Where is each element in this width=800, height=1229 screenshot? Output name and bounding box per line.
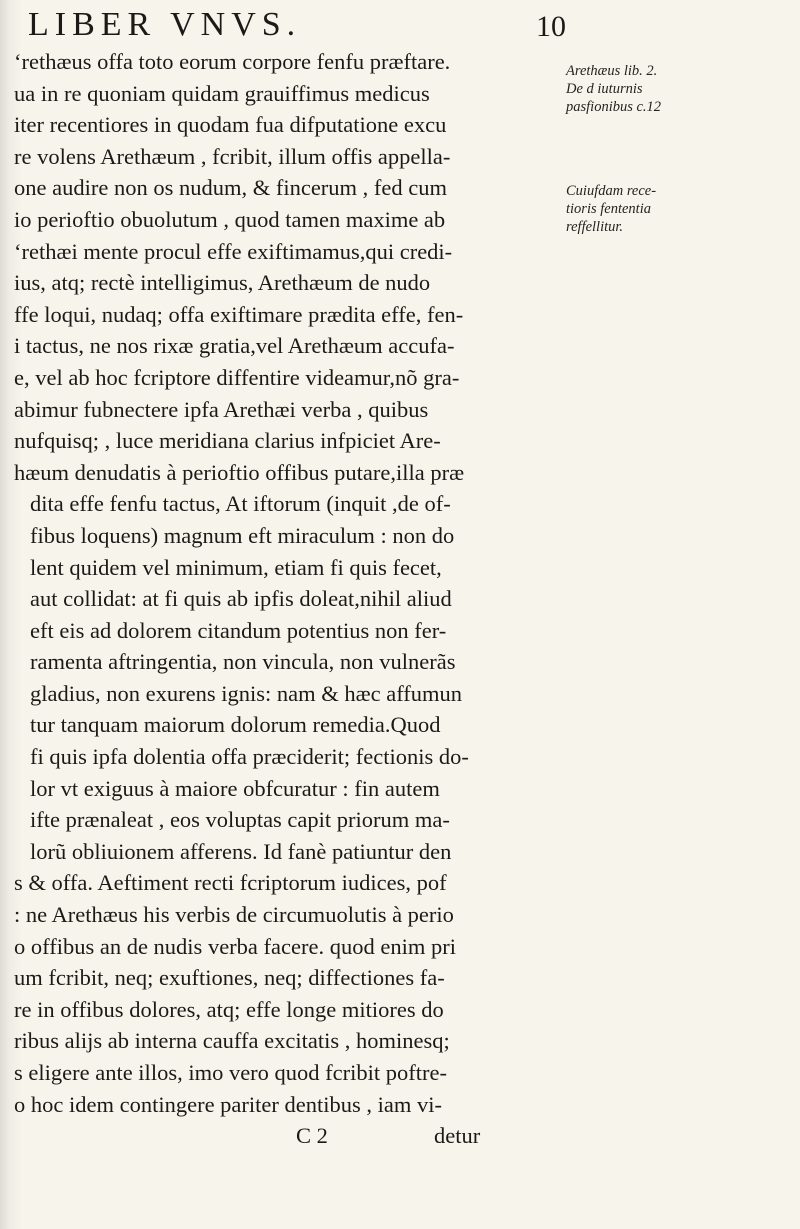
margin-note-line: tioris fententia <box>566 201 651 217</box>
text-line: gladius, non exurens ignis: nam & hæc affumun <box>30 680 463 706</box>
text-line: abimur fubnectere ipfa Arethæi verba , quibus <box>14 396 429 422</box>
margin-note-line: De d iuturnis <box>566 81 643 97</box>
text-line: nufquisq; , luce meridiana clarius infpiciet Are- <box>14 428 441 454</box>
text-line: re in offibus dolores, atq; effe longe mitiores do <box>14 996 444 1022</box>
margin-note-source <box>566 62 661 116</box>
text-line: io perioftio obuolutum , quod tamen maxime ab <box>14 206 446 232</box>
text-line: : ne Arethæus his verbis de circumuolutis à perio <box>14 902 454 928</box>
text-line: ramenta aftringentia, non vincula, non vulnerãs <box>30 649 456 675</box>
text-line: o offibus an de nudis verba facere. quod enim pri <box>14 933 456 959</box>
text-line: fibus loquens) magnum eft miraculum : non do <box>30 522 455 548</box>
body-text <box>14 46 534 1152</box>
text-line: lorũ obliuionem afferens. Id fanè patiuntur den <box>30 838 452 864</box>
text-line: ua in re quoniam quidam grauiffimus medicus <box>14 80 430 106</box>
text-line: eft eis ad dolorem citandum potentius non fer- <box>30 617 447 643</box>
text-line: one audire non os nudum, & fincerum , fed cum <box>14 175 448 201</box>
text-line: i tactus, ne nos rixæ gratia,vel Arethæum accufa- <box>14 333 455 359</box>
text-line: e, vel ab hoc fcriptore diffentire videamur,nõ gra- <box>14 364 460 390</box>
text-line: ribus alijs ab interna cauffa excitatis , hominesq; <box>14 1028 450 1054</box>
text-line: lor vt exiguus à maiore obfcuratur : fin autem <box>30 775 440 801</box>
margin-note-line: pasfionibus c.12 <box>566 99 662 115</box>
text-line: ius, atq; rectè intelligimus, Arethæum de nudo <box>14 270 431 296</box>
running-head <box>0 4 800 44</box>
signature-mark: C 2 <box>296 1123 328 1149</box>
text-line: lent quidem vel minimum, etiam fi quis fecet, <box>30 554 442 580</box>
text-line: hæum denudatis à perioftio offibus putare,illa præ <box>14 459 465 485</box>
text-line: s eligere ante illos, imo vero quod fcribit poftre- <box>14 1060 447 1085</box>
margin-note-line: Arethæus lib. 2. <box>566 63 658 79</box>
text-line: ‘rethæus offa toto eorum corpore fenfu præftare. <box>14 49 451 74</box>
text-line: re volens Arethæum , fcribit, illum offis appella- <box>14 143 451 169</box>
margin-note-line: Cuiufdam rece- <box>566 183 657 199</box>
text-line: um fcribit, neq; exuftiones, neq; diffectiones fa- <box>14 965 445 991</box>
text-line: ffe loqui, nudaq; offa exiftimare prædita effe, fen- <box>14 301 464 327</box>
text-line: aut collidat: at fi quis ab ipfis doleat,nihil aliud <box>30 586 452 612</box>
text-line: dita effe fenfu tactus, At iftorum (inquit ,de of- <box>30 491 451 517</box>
page-number: 10 <box>536 10 566 43</box>
text-line: tur tanquam maiorum dolorum remedia.Quod <box>30 712 441 738</box>
text-line: ‘rethæi mente procul effe exiftimamus,qui credi- <box>14 238 453 264</box>
text-line: s & offa. Aeftiment recti fcriptorum iudices, pof <box>14 870 447 896</box>
text-line: fi quis ipfa dolentia offa præciderit; fectionis do- <box>30 744 469 770</box>
running-head-title: LIBER VNVS. <box>28 6 302 43</box>
catchline <box>14 1120 534 1152</box>
text-line: o hoc idem contingere pariter dentibus , iam vi- <box>14 1091 442 1117</box>
text-line: iter recentiores in quodam fua difputatione excu <box>14 112 447 138</box>
margin-note-refutation <box>566 182 656 236</box>
margin-note-line: reffellitur. <box>566 219 624 235</box>
catchword: detur <box>434 1123 481 1149</box>
text-line: ifte prænaleat , eos voluptas capit priorum ma- <box>30 807 450 833</box>
